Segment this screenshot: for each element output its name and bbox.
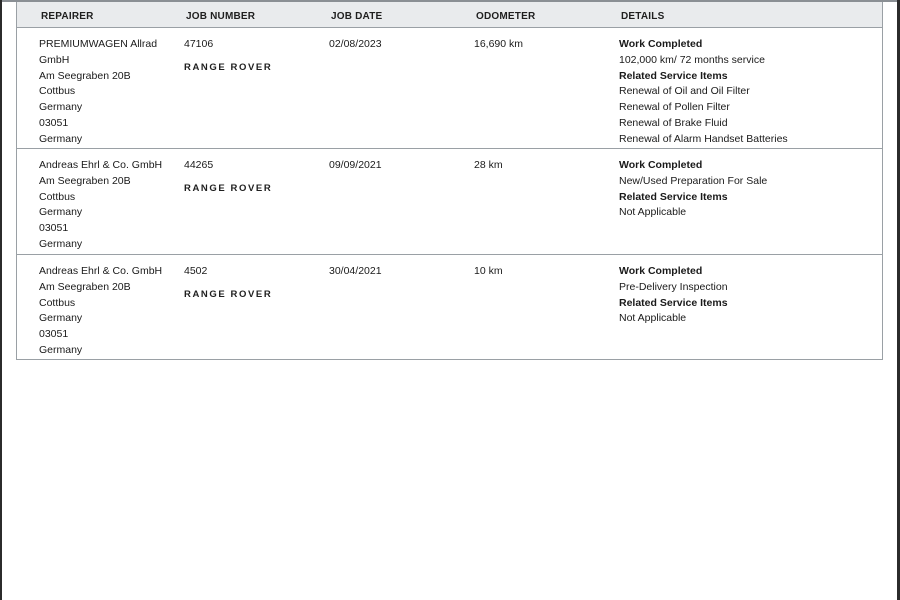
related-service-item: Renewal of Oil and Oil Filter [619,85,750,98]
related-service-item: Renewal of Brake Fluid [619,116,728,129]
repairer-line: GmbH [39,53,70,66]
repairer-line: Andreas Ehrl & Co. GmbH [39,159,163,171]
repairer-line: Andreas Ehrl & Co. GmbH [39,265,163,277]
job-number: 47106 [184,38,214,50]
header-job-number: JOB NUMBER [186,11,256,22]
repairer-cell [39,158,179,253]
table-header [17,2,882,28]
job-date: 09/09/2021 [329,159,382,171]
table-row [17,255,882,359]
repairer-line: Cottbus [39,296,76,309]
repairer-line: Germany [39,132,83,145]
range-rover-logo: RANGE ROVER [184,182,273,194]
details-cell [619,158,879,221]
related-service-label: Related Service Items [619,296,728,309]
header-odometer: ODOMETER [476,11,536,22]
job-number-cell [184,264,314,303]
repairer-line: Germany [39,101,83,114]
work-completed-label: Work Completed [619,265,703,277]
related-service-item: Renewal of Alarm Handset Batteries [619,132,788,145]
details-cell [619,264,879,327]
repairer-cell [39,264,179,359]
header-details: DETAILS [621,11,665,22]
job-date: 02/08/2023 [329,38,382,50]
service-history-table [16,2,883,360]
related-service-label: Related Service Items [619,190,728,203]
work-completed-label: Work Completed [619,159,703,171]
repairer-line: Germany [39,206,83,219]
table-row [17,28,882,149]
repairer-line: Germany [39,312,83,325]
repairer-line: Germany [39,343,83,356]
repairer-line: 03051 [39,116,69,129]
details-cell [619,37,879,148]
job-number-cell [184,37,314,76]
repairer-line: Am Seegraben 20B [39,174,131,187]
job-date: 30/04/2021 [329,265,382,277]
header-repairer: REPAIRER [41,11,94,22]
range-rover-logo: RANGE ROVER [184,61,273,73]
job-number: 44265 [184,159,214,171]
repairer-line: Cottbus [39,190,76,203]
repairer-line: Cottbus [39,85,76,98]
repairer-line: 03051 [39,328,69,341]
repairer-line: Am Seegraben 20B [39,69,131,82]
repairer-cell [39,37,179,148]
work-completed-item: 102,000 km/ 72 months service [619,53,765,66]
repairer-line: 03051 [39,222,69,235]
job-number-cell [184,158,314,197]
table-row [17,149,882,255]
page-left-border [0,0,2,600]
range-rover-logo: RANGE ROVER [184,288,273,300]
odometer: 16,690 km [474,38,524,50]
related-service-item: Not Applicable [619,312,687,325]
job-number: 4502 [184,265,208,277]
repairer-line: Germany [39,237,83,250]
work-completed-label: Work Completed [619,38,703,50]
related-service-item: Renewal of Pollen Filter [619,101,730,114]
repairer-line: PREMIUMWAGEN Allrad [39,38,158,50]
odometer: 28 km [474,159,503,171]
header-job-date: JOB DATE [331,11,383,22]
related-service-label: Related Service Items [619,69,728,82]
related-service-item: Not Applicable [619,206,687,219]
work-completed-item: Pre-Delivery Inspection [619,280,728,293]
odometer: 10 km [474,265,503,277]
repairer-line: Am Seegraben 20B [39,280,131,293]
work-completed-item: New/Used Preparation For Sale [619,174,768,187]
